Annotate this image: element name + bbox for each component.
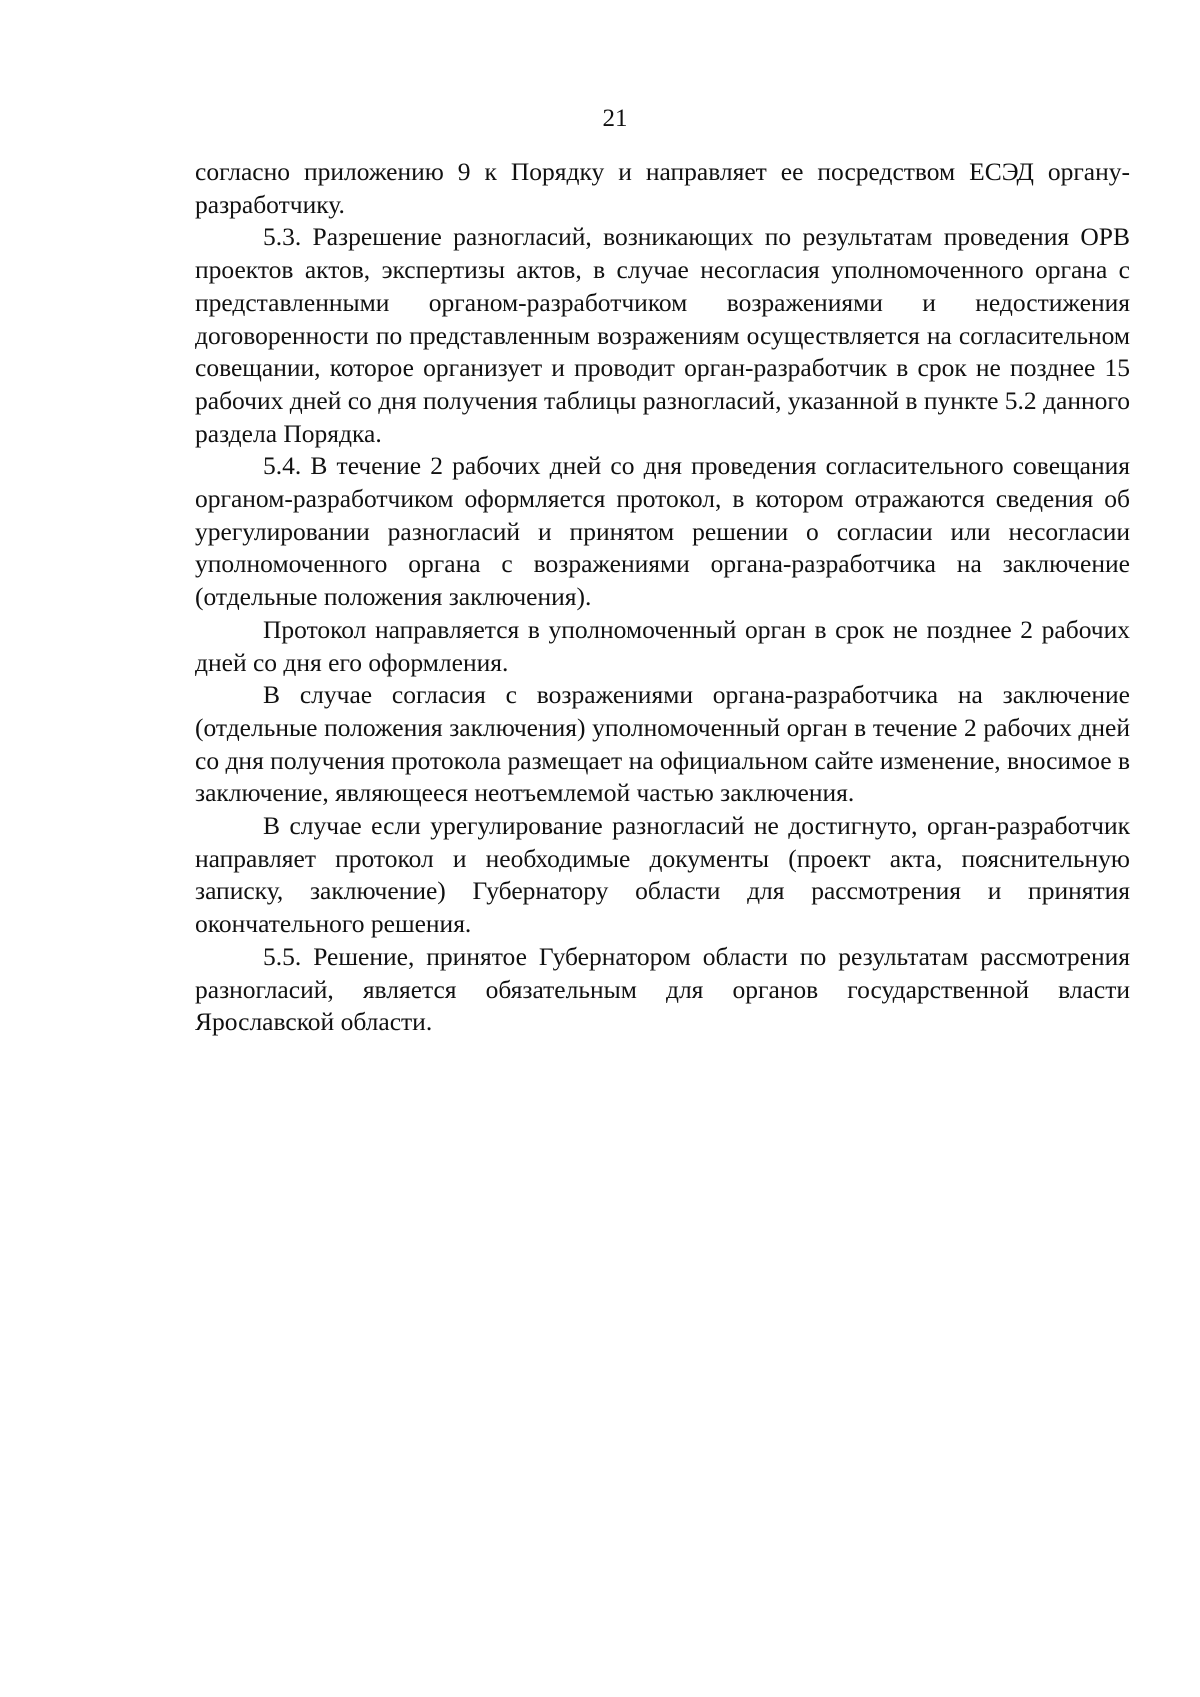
paragraph-agreement-case: В случае согласия с возражениями органа-разработчика на заключение (отдельные положения заключения) уполномоченный орган в течение 2 рабочих дней со дня получения протокола размещает на официальном сайте изменение, вносимое в заключение, являющееся неотъемлемой частью заключения. xyxy=(195,680,1130,808)
paragraph-5-5: 5.5. Решение, принятое Губернатором области по результатам рассмотрения разногласий, является обязательным для органов государственной власти Ярославской области. xyxy=(195,941,1130,1037)
paragraph-5-3: 5.3. Разрешение разногласий, возникающих по результатам проведения ОРВ проектов актов, экспертизы актов, в случае несогласия уполномоченного органа с представленными органом-разработчиком возражениями и недостижения договоренности по представленным возражениям осуществляется на согласительном совещании, которое организует и проводит орган-разработчик в срок не позднее 15 рабочих дней со дня получения таблицы разногласий, указанной в пункте 5.2 данного раздела Порядка. xyxy=(195,222,1130,448)
paragraph-continuation: согласно приложению 9 к Порядку и направляет ее посредством ЕСЭД органу-разработчику. xyxy=(195,157,1130,219)
paragraph-5-4: 5.4. В течение 2 рабочих дней со дня проведения согласительного совещания органом-разработчиком оформляется протокол, в котором отражаются сведения об урегулировании разногласий и принятом решении о согласии или несогласии уполномоченного органа с возражениями органа-разработчика на заключение (отдельные положения заключения). xyxy=(195,451,1130,612)
paragraph-no-settlement-case: В случае если урегулирование разногласий не достигнуто, орган-разработчик направляет протокол и необходимые документы (проект акта, пояснительную записку, заключение) Губернатору области для рассмотрения и принятия окончательного решения. xyxy=(195,811,1130,939)
paragraph-protocol-sending: Протокол направляется в уполномоченный орган в срок не позднее 2 рабочих дней со дня его оформления. xyxy=(195,614,1130,677)
page-number: 21 xyxy=(602,105,628,132)
document-body xyxy=(195,156,1130,1039)
